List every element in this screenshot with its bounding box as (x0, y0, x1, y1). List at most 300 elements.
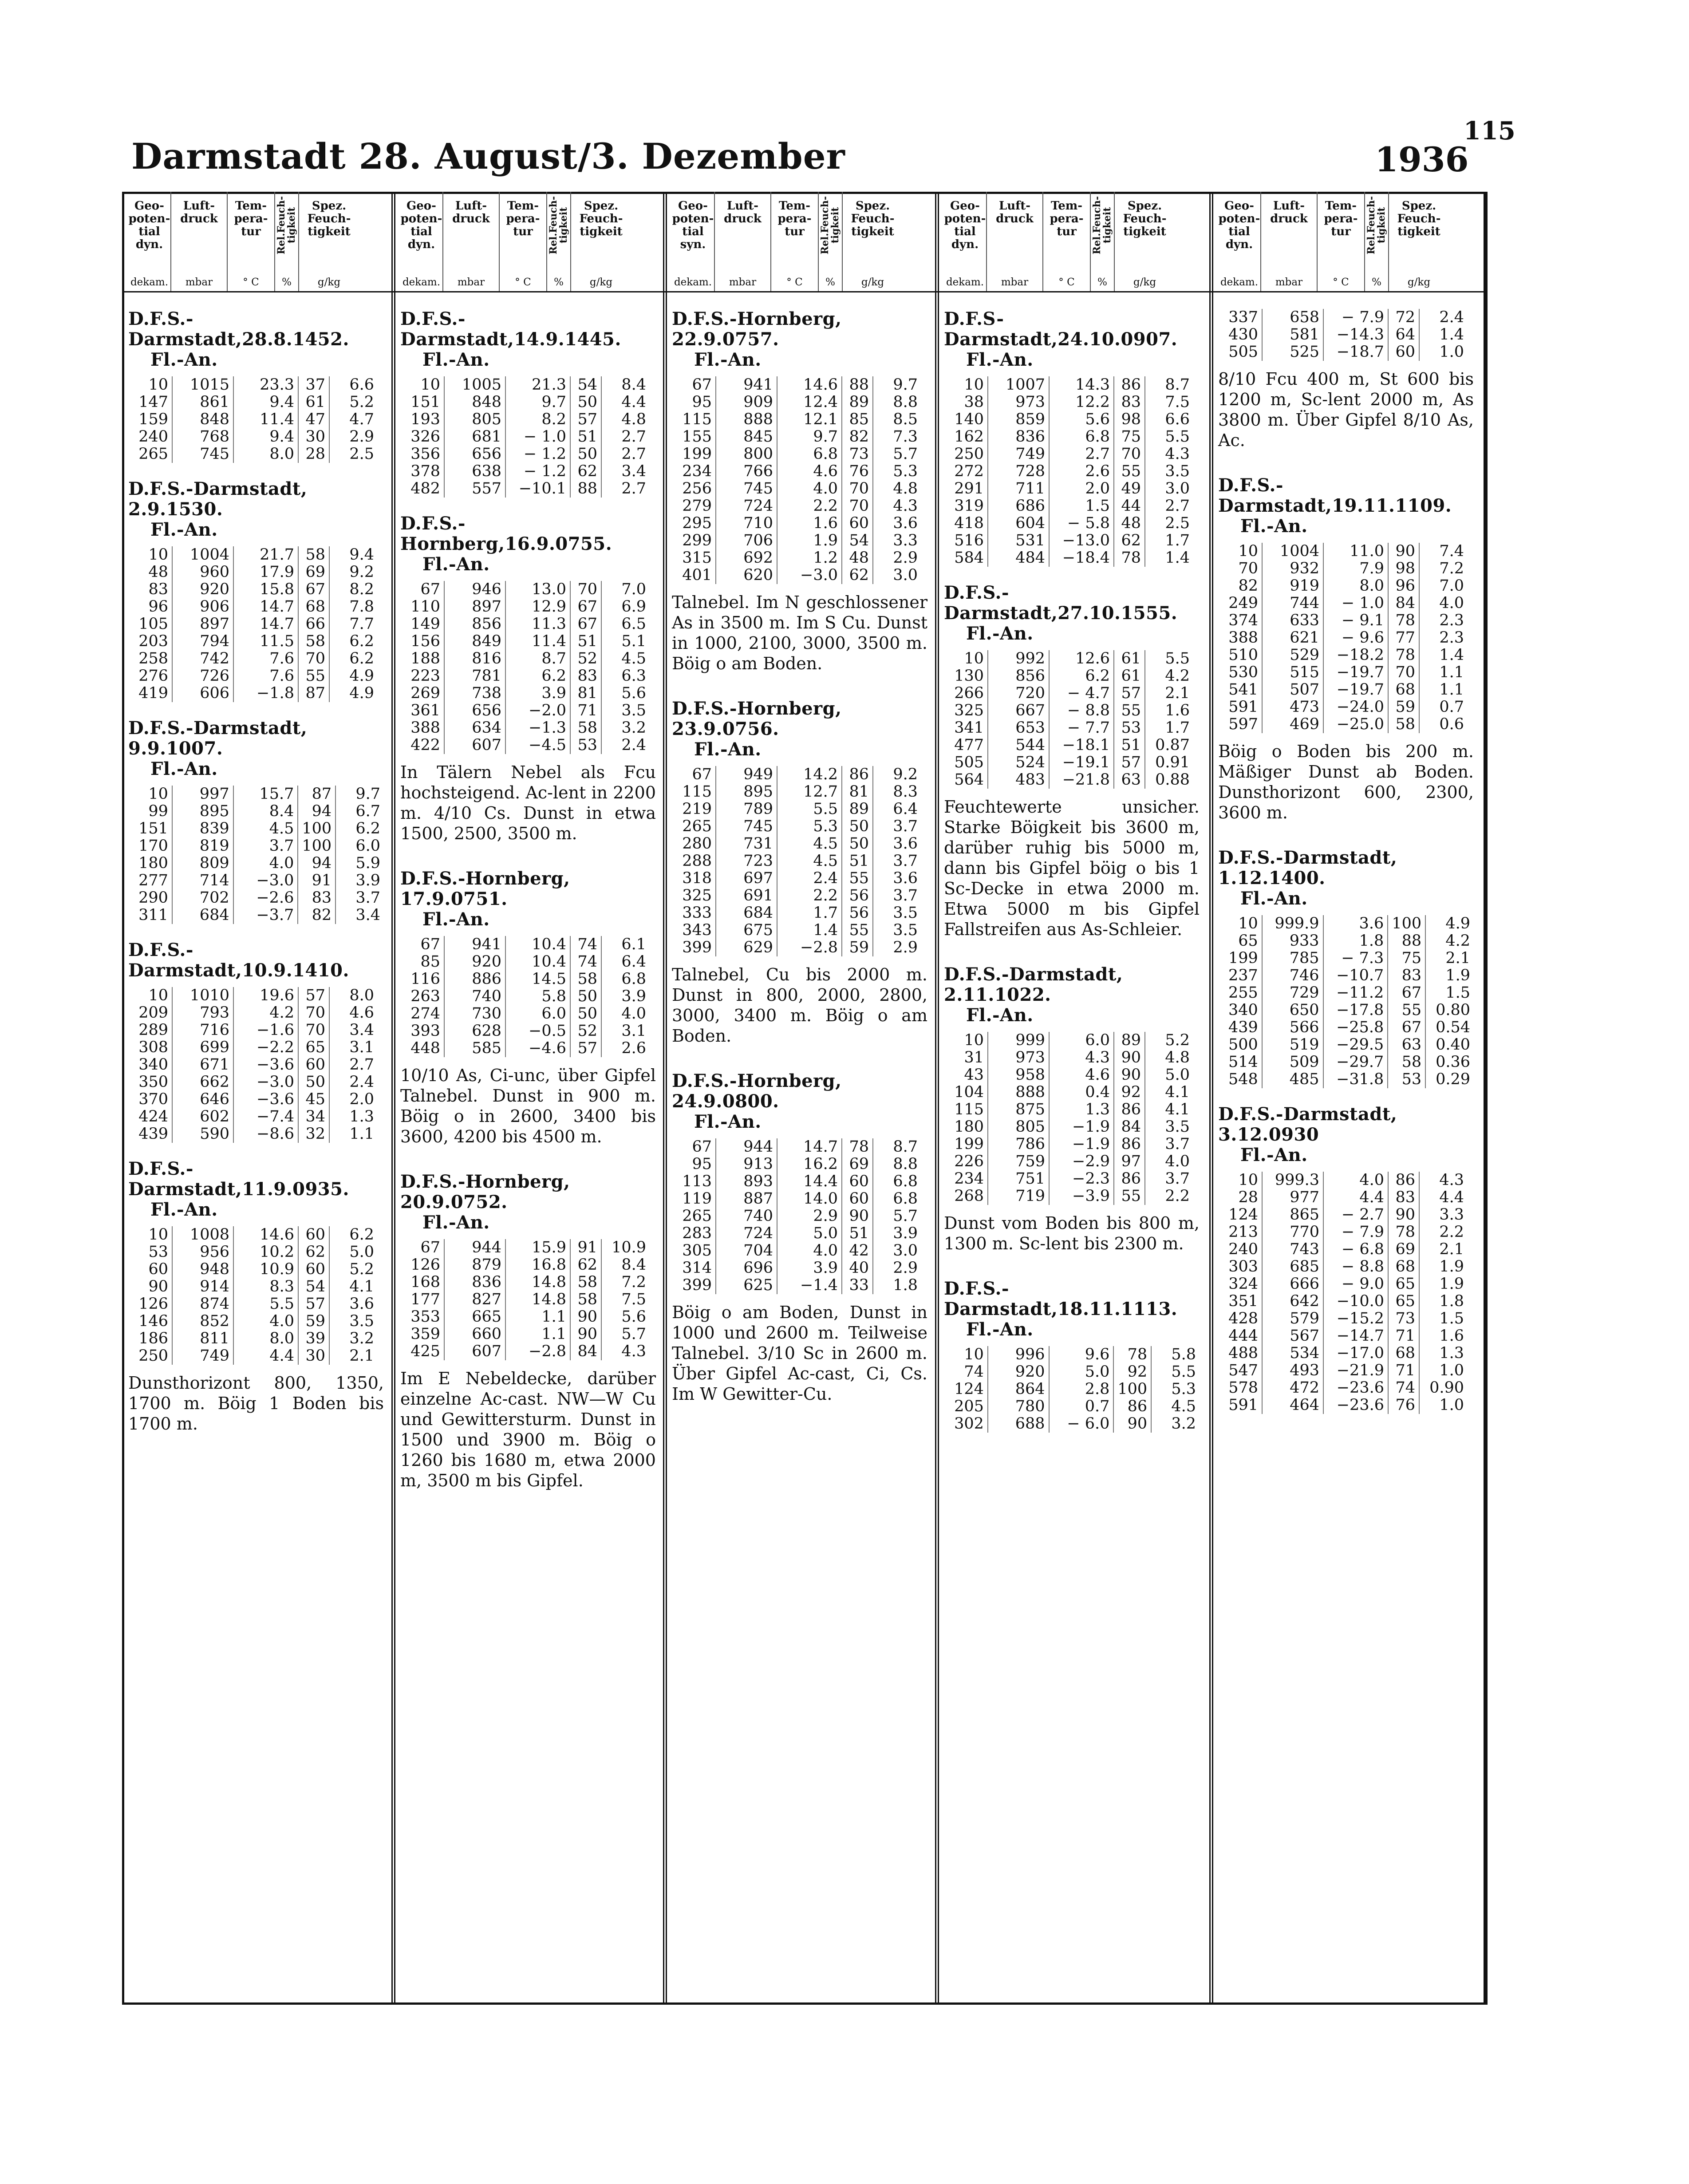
table-cell: 5.2 (1145, 1032, 1193, 1049)
table-cell: 591 (1228, 1396, 1258, 1414)
table-row (400, 598, 650, 616)
table-cell: 1.0 (1419, 1397, 1468, 1414)
table-cell: 1004 (172, 546, 233, 564)
table-cell: 493 (1262, 1362, 1323, 1379)
station-title (672, 699, 927, 760)
table-cell: 3.6 (873, 870, 921, 887)
table-row (400, 428, 650, 446)
station-type: Fl.-An. (966, 623, 1034, 644)
table-row (128, 837, 384, 855)
table-row (672, 549, 921, 567)
column-body (1218, 291, 1474, 1414)
table-row (1218, 577, 1468, 595)
table-cell: 6.4 (873, 801, 921, 818)
table-cell: 730 (444, 1005, 505, 1023)
table-cell: 4.8 (1145, 1049, 1193, 1066)
table-cell: 401 (682, 566, 712, 584)
table-cell: 265 (138, 445, 168, 463)
table-cell: 9.2 (873, 766, 921, 783)
table-cell: 105 (138, 615, 168, 633)
table-cell: 514 (1228, 1053, 1258, 1071)
station-title (400, 869, 656, 930)
table-cell: 482 (410, 480, 440, 498)
table-cell: 10 (964, 1346, 984, 1363)
table-cell: 485 (1262, 1071, 1323, 1088)
table-cell: 920 (172, 581, 233, 598)
table-cell: 113 (682, 1173, 712, 1190)
table-cell: 47 (298, 411, 329, 428)
table-cell: 729 (1262, 984, 1323, 1002)
table-cell: 8.8 (873, 394, 921, 411)
table-cell: 78 (1388, 612, 1419, 629)
table-cell: 213 (1228, 1223, 1258, 1241)
table-cell: 597 (1228, 715, 1258, 733)
table-row (1218, 1224, 1468, 1241)
table-cell: 147 (138, 393, 168, 411)
table-row (944, 515, 1193, 532)
table-row (400, 650, 650, 667)
table-cell: 8.0 (233, 1330, 298, 1347)
table-cell: 265 (682, 1207, 712, 1225)
table-cell: − 2.7 (1323, 1206, 1388, 1224)
table-cell: 8.3 (873, 783, 921, 801)
table-row (128, 1261, 378, 1278)
table-cell: 53 (1388, 1071, 1425, 1088)
header-label: Tem- pera- tur (1050, 199, 1084, 239)
table-cell: −3.9 (1049, 1188, 1114, 1205)
table-cell: 58 (570, 1291, 601, 1308)
header-cell (819, 192, 843, 291)
table-cell: 16.8 (505, 1256, 570, 1274)
table-cell: 234 (954, 1170, 984, 1188)
table-cell: 258 (138, 650, 168, 667)
table-cell: 6.2 (505, 667, 570, 685)
table-row (1218, 309, 1468, 326)
table-cell: 356 (410, 445, 440, 463)
table-cell: 302 (954, 1415, 984, 1433)
page-year: 1936 (1375, 140, 1469, 179)
table-cell: 895 (172, 803, 233, 820)
data-table (128, 1226, 378, 1365)
table-cell: 566 (1262, 1019, 1323, 1036)
table-cell: 749 (172, 1347, 233, 1365)
table-cell: −21.9 (1323, 1362, 1388, 1379)
station-name: D.F.S.-Darmstadt, 2.9.1530. (128, 478, 308, 520)
table-cell: 100 (1113, 1381, 1151, 1398)
table-cell: 2.7 (601, 480, 650, 498)
table-cell: 95 (692, 1155, 712, 1173)
table-cell: 199 (1228, 949, 1258, 967)
table-cell: 6.2 (335, 820, 384, 837)
table-cell: 999.3 (1262, 1172, 1323, 1189)
station-type: Fl.-An. (422, 349, 490, 370)
table-cell: 67 (692, 1138, 712, 1156)
table-cell: 48 (148, 563, 168, 581)
table-cell: 10 (1238, 915, 1258, 932)
table-cell: 75 (1114, 428, 1145, 446)
table-row (1218, 1397, 1468, 1414)
observation-note: Talnebel. Im N geschlossener As in 3500 m. Im S Cu. Dunst in 1000, 2100, 3000, 3500 m. Böig o am Boden. (672, 592, 927, 673)
table-cell: 567 (1262, 1327, 1323, 1345)
table-cell: 62 (1114, 532, 1145, 549)
station-title (944, 583, 1200, 644)
table-cell: 531 (988, 532, 1049, 549)
table-cell: 96 (1388, 577, 1419, 595)
table-cell: 63 (1114, 771, 1145, 789)
data-table (400, 1239, 650, 1360)
table-cell: 887 (716, 1190, 777, 1208)
table-cell: 1.1 (329, 1126, 378, 1143)
column-body (400, 291, 656, 1491)
table-cell: 86 (1113, 1398, 1151, 1415)
table-cell: 793 (172, 1004, 233, 1022)
table-cell: 6.2 (1049, 667, 1114, 685)
table-cell: 3.6 (1323, 915, 1388, 932)
table-cell: 311 (138, 906, 168, 924)
table-cell: 477 (954, 736, 984, 754)
table-cell: − 8.8 (1323, 1258, 1388, 1276)
table-cell: − 8.8 (1049, 702, 1114, 719)
header-cell (715, 192, 771, 291)
table-cell: 126 (410, 1256, 440, 1274)
table-cell: 6.8 (777, 446, 842, 463)
table-cell: 1.6 (1419, 1327, 1468, 1345)
table-row (944, 1032, 1193, 1049)
header-unit: mbar (185, 276, 213, 288)
table-cell: 1.9 (1425, 967, 1474, 984)
table-cell: 591 (1228, 698, 1258, 716)
table-cell: 51 (570, 428, 601, 446)
table-cell: 653 (988, 719, 1049, 737)
table-cell: − 6.0 (1049, 1415, 1114, 1433)
table-cell: 32 (298, 1126, 329, 1143)
station-name: D.F.S.-Darmstadt, 9.9.1007. (128, 718, 308, 759)
table-cell: 4.1 (329, 1278, 378, 1295)
table-cell: 3.9 (505, 685, 570, 702)
table-cell: 4.3 (1419, 1172, 1468, 1189)
table-cell: 684 (716, 904, 777, 922)
table-cell: 58 (1388, 716, 1419, 733)
table-cell: 74 (570, 936, 601, 953)
table-row (944, 394, 1193, 411)
table-row (128, 1226, 378, 1244)
table-row (128, 1108, 378, 1126)
table-cell: −29.5 (1323, 1036, 1388, 1054)
table-cell: 68 (1388, 1258, 1419, 1276)
table-cell: 0.87 (1145, 737, 1193, 754)
table-cell: 992 (988, 650, 1049, 667)
table-cell: −15.2 (1323, 1310, 1388, 1327)
table-cell: 10 (964, 376, 984, 394)
table-cell: −3.6 (233, 1056, 298, 1074)
data-table (1218, 309, 1468, 361)
table-cell: 2.2 (1145, 1188, 1193, 1205)
table-cell: 2.4 (777, 870, 842, 887)
table-cell: 949 (716, 766, 777, 783)
header-unit: ° C (243, 276, 259, 288)
table-cell: 865 (1262, 1206, 1323, 1224)
table-row (128, 1039, 378, 1056)
table-cell: 151 (410, 393, 440, 411)
table-cell: 6.7 (335, 803, 384, 820)
table-cell: 70 (298, 650, 329, 667)
data-table (1218, 1172, 1468, 1414)
table-cell: 64 (1388, 326, 1419, 344)
table-cell: 3.5 (329, 1313, 378, 1330)
table-cell: 249 (1228, 594, 1258, 612)
table-cell: 5.5 (1145, 428, 1193, 446)
table-cell: 28 (1238, 1189, 1258, 1206)
table-cell: 67 (420, 1239, 440, 1256)
table-cell: 2.1 (1419, 1241, 1468, 1258)
table-cell: − 7.9 (1323, 1224, 1388, 1241)
table-cell: 8.8 (873, 1156, 921, 1173)
observation-note: Feuchtewerte unsicher. Starke Böigkeit bis 3600 m, darüber ruhig bis 5000 m, dann bis Gipfel böig o bis 1 Sc-Decke in etwa 2000 m. Etwa 5000 m bis Gipfel Fallstreifen aus As-Schleier. (944, 797, 1200, 939)
table-cell: 3.7 (233, 837, 298, 855)
header-cell (228, 192, 275, 291)
table-row (128, 855, 384, 872)
table-cell: 660 (444, 1326, 505, 1343)
table-cell: 519 (1262, 1036, 1323, 1054)
table-cell: 541 (1228, 681, 1258, 699)
table-cell: 5.9 (335, 855, 384, 872)
table-row (128, 411, 378, 428)
table-cell: 472 (1262, 1379, 1323, 1397)
table-cell: 7.3 (873, 428, 921, 446)
table-cell: 186 (138, 1330, 168, 1347)
table-cell: 88 (1388, 932, 1425, 950)
table-cell: 73 (842, 446, 873, 463)
station-name: D.F.S.-Hornberg, 22.9.0757. (672, 308, 842, 350)
station-title (944, 964, 1200, 1026)
table-cell: 8.2 (329, 581, 378, 598)
table-row (672, 922, 921, 939)
header-cell (1261, 192, 1318, 291)
table-cell: 67 (570, 598, 601, 616)
table-cell: 57 (1114, 685, 1145, 702)
table-cell: 51 (842, 853, 873, 870)
table-cell: 60 (148, 1260, 168, 1278)
header-cell (400, 192, 443, 291)
table-cell: 1.5 (1425, 984, 1474, 1002)
table-cell: 2.1 (1425, 950, 1474, 967)
header-cell (500, 192, 547, 291)
table-row (128, 1126, 378, 1143)
header-cell (1365, 192, 1389, 291)
table-cell: 4.9 (1425, 915, 1474, 932)
table-cell: 740 (716, 1208, 777, 1225)
table-row (672, 1190, 921, 1208)
table-cell: 68 (1388, 1345, 1419, 1362)
table-cell: 4.9 (329, 667, 378, 685)
table-row (1218, 629, 1468, 647)
table-cell: 209 (138, 1004, 168, 1022)
table-cell: 219 (682, 800, 712, 818)
table-cell: 83 (148, 581, 168, 598)
table-cell: 1.3 (1049, 1101, 1114, 1118)
table-cell: 100 (298, 820, 335, 837)
table-cell: 12.7 (777, 783, 842, 801)
table-cell: −14.7 (1323, 1327, 1388, 1345)
table-cell: 305 (682, 1242, 712, 1260)
table-cell: 8.7 (505, 650, 570, 667)
table-cell: 84 (570, 1343, 601, 1360)
table-row (944, 1101, 1193, 1118)
table-cell: 45 (298, 1091, 329, 1108)
table-cell: 581 (1262, 326, 1323, 344)
table-cell: 856 (444, 616, 505, 633)
data-table (672, 766, 921, 956)
table-cell: 17.9 (233, 564, 298, 581)
header-cell (275, 192, 299, 291)
table-cell: 265 (682, 818, 712, 835)
table-cell: 9.7 (777, 428, 842, 446)
observation-note: Talnebel, Cu bis 2000 m. Dunst in 800, 2000, 2800, 3000, 3400 m. Böig o am Boden. (672, 965, 927, 1046)
table-cell: 100 (298, 837, 335, 855)
table-cell: −3.6 (233, 1091, 298, 1108)
table-cell: 1.1 (1419, 681, 1468, 699)
header-unit: g/kg (861, 276, 884, 288)
table-cell: −10.0 (1323, 1293, 1388, 1310)
table-cell: 888 (988, 1084, 1049, 1101)
table-cell: 1015 (172, 376, 233, 394)
table-cell: 852 (172, 1313, 233, 1330)
table-row (400, 936, 650, 953)
table-cell: 786 (988, 1136, 1049, 1153)
table-cell: 9.7 (873, 376, 921, 394)
table-row (400, 719, 650, 737)
table-row (944, 1066, 1193, 1084)
table-cell: 4.3 (1049, 1049, 1114, 1066)
table-cell: 12.2 (1049, 394, 1114, 411)
table-cell: 19.6 (233, 987, 298, 1004)
table-cell: 667 (988, 702, 1049, 719)
table-row (944, 1049, 1193, 1066)
header-unit: mbar (1001, 276, 1029, 288)
table-cell: 913 (716, 1156, 777, 1173)
table-cell: 2.1 (1145, 685, 1193, 702)
table-row (400, 480, 650, 498)
table-cell: 4.0 (1323, 1172, 1388, 1189)
table-cell: 886 (444, 971, 505, 988)
station-name: D.F.S.-Hornberg, 24.9.0800. (672, 1070, 842, 1112)
table-row (1218, 1362, 1468, 1379)
table-cell: 5.7 (873, 446, 921, 463)
table-row (128, 633, 378, 650)
table-row (672, 1173, 921, 1190)
table-cell: − 1.0 (505, 428, 570, 446)
table-cell: −17.8 (1323, 1002, 1388, 1019)
table-cell: 188 (410, 650, 440, 667)
table-cell: 28 (298, 446, 329, 463)
table-cell: 836 (444, 1274, 505, 1291)
table-cell: 240 (1228, 1240, 1258, 1258)
table-cell: −25.0 (1323, 716, 1388, 733)
header-label: Tem- pera- tur (506, 199, 540, 239)
table-cell: 941 (716, 376, 777, 394)
table-cell: −4.6 (505, 1040, 570, 1057)
table-cell: 280 (682, 835, 712, 853)
table-cell: 156 (410, 632, 440, 650)
table-cell: 57 (1114, 754, 1145, 771)
station-type: Fl.-An. (966, 1319, 1034, 1340)
table-row (1218, 664, 1468, 681)
table-cell: 650 (1262, 1002, 1323, 1019)
table-cell: 6.6 (329, 376, 378, 394)
table-cell: 263 (410, 987, 440, 1005)
table-cell: 58 (570, 719, 601, 737)
table-row (1218, 1002, 1474, 1019)
table-cell: 743 (1262, 1241, 1323, 1258)
table-row (944, 428, 1193, 446)
header-cell (299, 192, 359, 291)
table-cell: 692 (716, 549, 777, 567)
table-cell: 71 (570, 702, 601, 719)
table-cell: 69 (842, 1156, 873, 1173)
table-cell: 48 (1114, 515, 1145, 532)
table-cell: 11.0 (1323, 543, 1388, 560)
table-cell: 269 (410, 684, 440, 702)
table-cell: −1.3 (505, 719, 570, 737)
table-row (672, 515, 921, 532)
table-cell: 90 (1113, 1415, 1151, 1433)
table-cell: 5.0 (1145, 1066, 1193, 1084)
table-cell: 675 (716, 922, 777, 939)
table-cell: 2.2 (777, 887, 842, 904)
table-cell: 1.7 (777, 904, 842, 922)
table-cell: 180 (954, 1118, 984, 1136)
table-cell: 997 (172, 786, 233, 803)
table-cell: 279 (682, 497, 712, 515)
table-cell: 8.2 (505, 411, 570, 428)
table-cell: 10 (148, 987, 168, 1004)
table-cell: −18.7 (1323, 344, 1388, 361)
table-cell: 2.9 (329, 428, 378, 446)
table-cell: 4.5 (1151, 1398, 1200, 1415)
table-cell: 920 (988, 1363, 1049, 1381)
table-cell: 6.6 (1145, 411, 1193, 428)
table-cell: 250 (138, 1347, 168, 1365)
table-cell: 55 (1114, 702, 1145, 719)
table-cell: 745 (716, 480, 777, 498)
table-row (672, 376, 921, 394)
table-cell: 43 (964, 1066, 984, 1084)
table-cell: 10 (148, 785, 168, 803)
header-label: Rel.Feuch- tigkeit (1365, 196, 1387, 255)
table-cell: −23.6 (1323, 1397, 1388, 1414)
header-label: Geo- poten- tial syn. (672, 199, 714, 252)
table-cell: 266 (954, 684, 984, 702)
table-cell: 59 (1388, 699, 1419, 716)
table-cell: 70 (298, 1004, 329, 1022)
station-type: Fl.-An. (694, 349, 762, 370)
header-cell (571, 192, 631, 291)
station-type: Fl.-An. (150, 758, 218, 779)
header-cell (771, 192, 819, 291)
table-cell: 5.3 (777, 818, 842, 835)
table-cell: 67 (298, 581, 329, 598)
table-cell: 704 (716, 1242, 777, 1260)
table-cell: 6.9 (601, 598, 650, 616)
table-cell: 90 (570, 1326, 601, 1343)
table-row (672, 463, 921, 480)
data-table (128, 987, 378, 1143)
table-cell: 4.6 (777, 463, 842, 480)
table-cell: 361 (410, 702, 440, 719)
table-cell: 81 (842, 783, 873, 801)
header-unit: g/kg (589, 276, 613, 288)
table-cell: 0.6 (1419, 716, 1468, 733)
